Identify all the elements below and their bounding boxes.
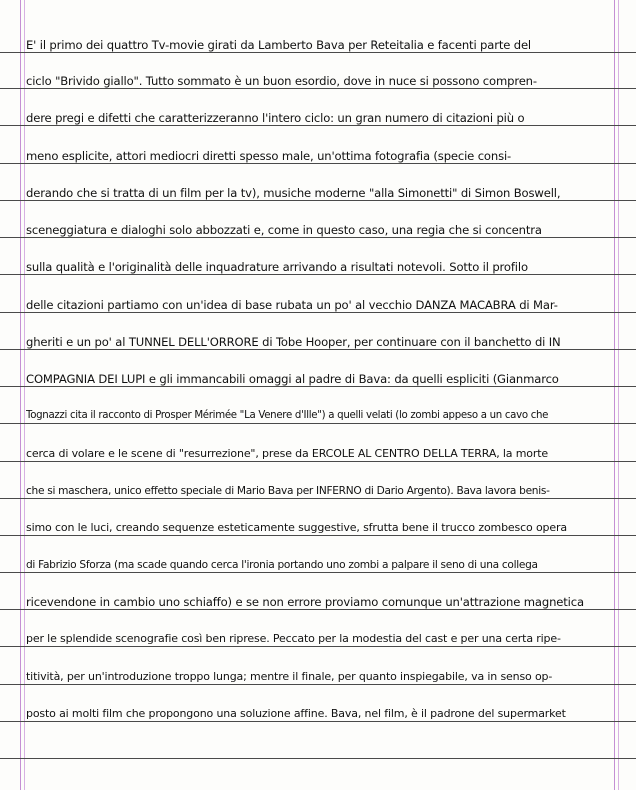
ruled-line: [0, 163, 636, 164]
ruled-line: [0, 461, 636, 462]
text-line-5: derando che si tratta di un film per la tv), musiche moderne "alla Simonetti" di Simon Boswell,: [26, 186, 561, 200]
right-margin-line: [614, 0, 615, 790]
text-line-14: simo con le luci, creando sequenze esteticamente suggestive, sfrutta bene il trucco zombesco opera: [26, 521, 567, 534]
ruled-line: [0, 572, 636, 573]
ruled-line: [0, 312, 636, 313]
text-line-1: E' il primo dei quattro Tv-movie girati da Lamberto Bava per Reteitalia e facenti parte del: [26, 38, 532, 52]
text-line-15: di Fabrizio Sforza (ma scade quando cerca l'ironia portando uno zombi a palpare il seno di una collega: [26, 559, 538, 571]
text-line-12: cerca di volare e le scene di "resurrezione", prese da ERCOLE AL CENTRO DELLA TERRA, la morte: [26, 447, 549, 460]
ruled-line: [0, 200, 636, 201]
ruled-line: [0, 237, 636, 238]
ruled-line: [0, 52, 636, 53]
text-line-7: sulla qualità e l'originalità delle inquadrature arrivando a risultati notevoli. Sotto il profilo: [26, 260, 528, 274]
left-margin-line-inner: [24, 0, 25, 790]
ruled-line: [0, 646, 636, 647]
left-margin-line: [20, 0, 21, 790]
text-line-6: sceneggiatura e dialoghi solo abbozzati e, come in questo caso, una regia che si concentra: [26, 223, 542, 237]
ruled-line: [0, 535, 636, 536]
text-line-3: dere pregi e difetti che caratterizzeranno l'intero ciclo: un gran numero di citazioni più o: [26, 111, 525, 125]
text-line-4: meno esplicite, attori mediocri diretti spesso male, un'ottima fotografia (specie consi-: [26, 149, 512, 163]
text-line-19: posto ai molti film che propongono una soluzione affine. Bava, nel film, è il padrone del supermarket: [26, 707, 566, 720]
text-line-17: per le splendide scenografie così ben riprese. Peccato per la modestia del cast e per una certa ripe-: [26, 632, 561, 645]
ruled-line: [0, 386, 636, 387]
text-line-18: titività, per un'introduzione troppo lunga; mentre il finale, per quanto inspiegabile, va in senso op-: [26, 670, 553, 683]
ruled-line: [0, 684, 636, 685]
right-margin-line-inner: [618, 0, 619, 790]
ruled-line: [0, 88, 636, 89]
ruled-line: [0, 609, 636, 610]
text-line-8: delle citazioni partiamo con un'idea di base rubata un po' al vecchio DANZA MACABRA di Mar-: [26, 298, 558, 312]
ruled-line: [0, 423, 636, 424]
ruled-line: [0, 498, 636, 499]
ruled-line: [0, 349, 636, 350]
text-line-10: COMPAGNIA DEI LUPI e gli immancabili omaggi al padre di Bava: da quelli espliciti (Gianmarco: [26, 372, 559, 386]
text-line-16: ricevendone in cambio uno schiaffo) e se non errore proviamo comunque un'attrazione magnetica: [26, 595, 584, 609]
ruled-line: [0, 721, 636, 722]
text-line-2: ciclo "Brivido giallo". Tutto sommato è un buon esordio, dove in nuce si possono compren-: [26, 74, 537, 88]
ruled-line: [0, 125, 636, 126]
text-line-9: gheriti e un po' al TUNNEL DELL'ORRORE di Tobe Hooper, per continuare con il banchetto di IN: [26, 335, 561, 349]
ruled-line: [0, 274, 636, 275]
ruled-line: [0, 758, 636, 759]
text-line-13: che si maschera, unico effetto speciale di Mario Bava per INFERNO di Dario Argento). Bava lavora benis-: [26, 485, 550, 497]
text-line-11: Tognazzi cita il racconto di Prosper Mérimée "La Venere d'Ille") a quelli velati (lo zombi appeso a un cavo che: [26, 410, 549, 421]
